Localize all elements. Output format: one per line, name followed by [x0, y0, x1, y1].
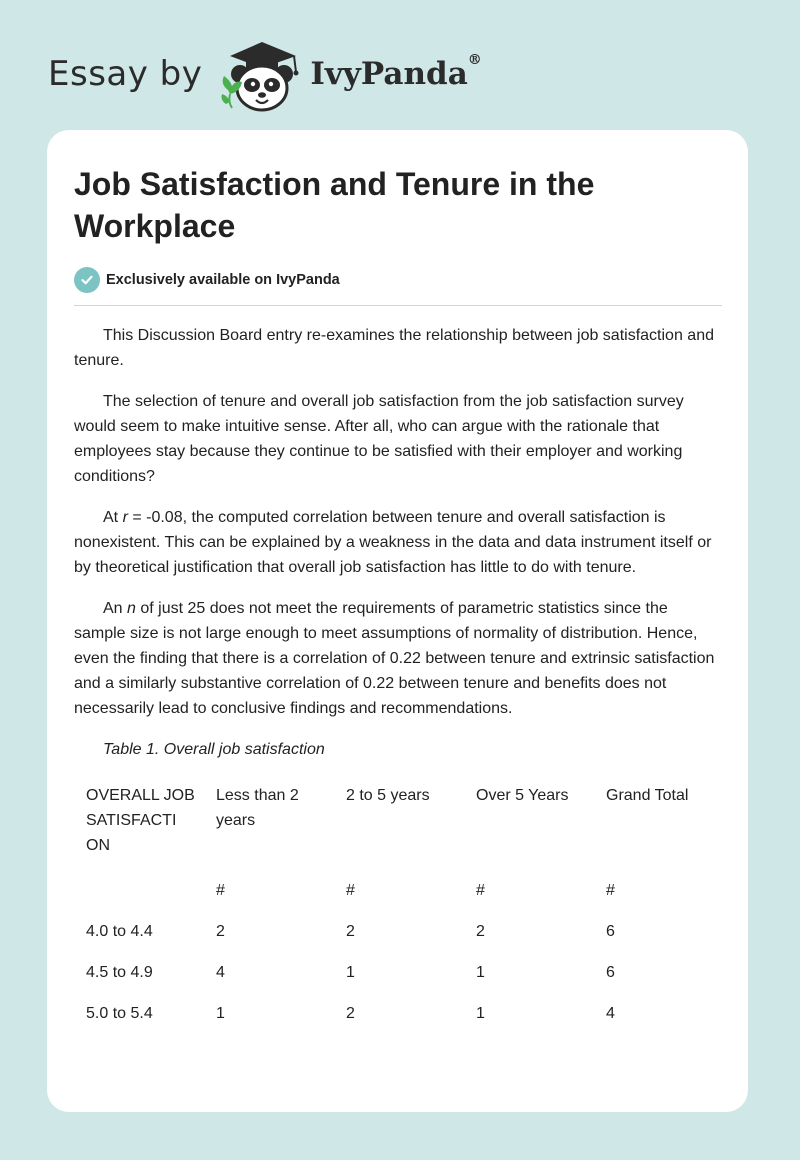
table-cell: 6 [606, 923, 615, 940]
table-header-cell: Less than 2 years [216, 787, 299, 829]
exclusive-badge [74, 266, 722, 294]
table-row [77, 911, 715, 952]
paragraph-correlation: At r = -0.08, the computed correlation between tenure and overall satisfaction is nonexistent. This can be explained by a weakness in the data and data instrument itself or by theoretical justification that overall job satisfaction has little to do with tenure. [74, 509, 712, 576]
table-cell: 2 [476, 923, 485, 940]
table-cell: # [346, 882, 355, 899]
check-icon [74, 267, 100, 293]
paragraph-selection: The selection of tenure and overall job satisfaction from the job satisfaction survey would seem to make intuitive sense. After all, who can argue with the rationale that employees stay because they continue to be satisfied with their employer and working conditions? [74, 393, 684, 485]
table-cell [77, 870, 207, 911]
table-cell: 5.0 to 5.4 [86, 1005, 153, 1022]
table-header-cell: Over 5 Years [476, 787, 569, 804]
brand-name: IvyPanda® [310, 52, 482, 92]
brand-prefix: Essay by [48, 54, 203, 94]
exclusive-label: Exclusively available on IvyPanda [106, 272, 340, 288]
divider [74, 305, 722, 306]
table-row [77, 952, 715, 993]
table-caption: Table 1. Overall job satisfaction [103, 741, 325, 758]
article-title: Job Satisfaction and Tenure in the Workplace [74, 166, 595, 244]
table-cell: 4.5 to 4.9 [86, 964, 153, 981]
brand-header[interactable] [48, 34, 482, 114]
paragraph-intro: This Discussion Board entry re-examines the relationship between job satisfaction and tenure. [74, 327, 714, 369]
article-card [47, 130, 748, 1112]
table-cell: 2 [216, 923, 225, 940]
table-cell: 6 [606, 964, 615, 981]
table-cell: 1 [476, 964, 485, 981]
table-cell: 1 [346, 964, 355, 981]
table-cell: 2 [346, 923, 355, 940]
ivypanda-logo-icon [216, 34, 308, 114]
table-cell: 4 [216, 964, 225, 981]
table-cell: 2 [346, 1005, 355, 1022]
table-header-cell: OVERALL JOB SATISFACTI ON [86, 787, 195, 854]
variable-r: r [122, 509, 128, 526]
table-unit-row [77, 870, 715, 911]
table-cell: # [216, 882, 225, 899]
table-cell: 4 [606, 1005, 615, 1022]
variable-n: n [127, 600, 136, 617]
table-cell: 1 [216, 1005, 225, 1022]
table-cell: # [476, 882, 485, 899]
table-row [77, 993, 715, 1034]
satisfaction-table [77, 777, 715, 1034]
table-cell: 4.0 to 4.4 [86, 923, 153, 940]
table-header-row [77, 777, 715, 870]
table-cell: 1 [476, 1005, 485, 1022]
paragraph-sample-size: An n of just 25 does not meet the requirements of parametric statistics since the sample size is not large enough to meet assumptions of normality of distribution. Hence, even the finding that there is a correlation of 0.22 between tenure and extrinsic satisfaction and a similarly substantive correlation of 0.22 between tenure and benefits does not necessarily lead to conclusive findings and recommendations. [74, 600, 715, 717]
table-header-cell: Grand Total [606, 787, 689, 804]
table-cell: # [606, 882, 615, 899]
table-header-cell: 2 to 5 years [346, 787, 430, 804]
